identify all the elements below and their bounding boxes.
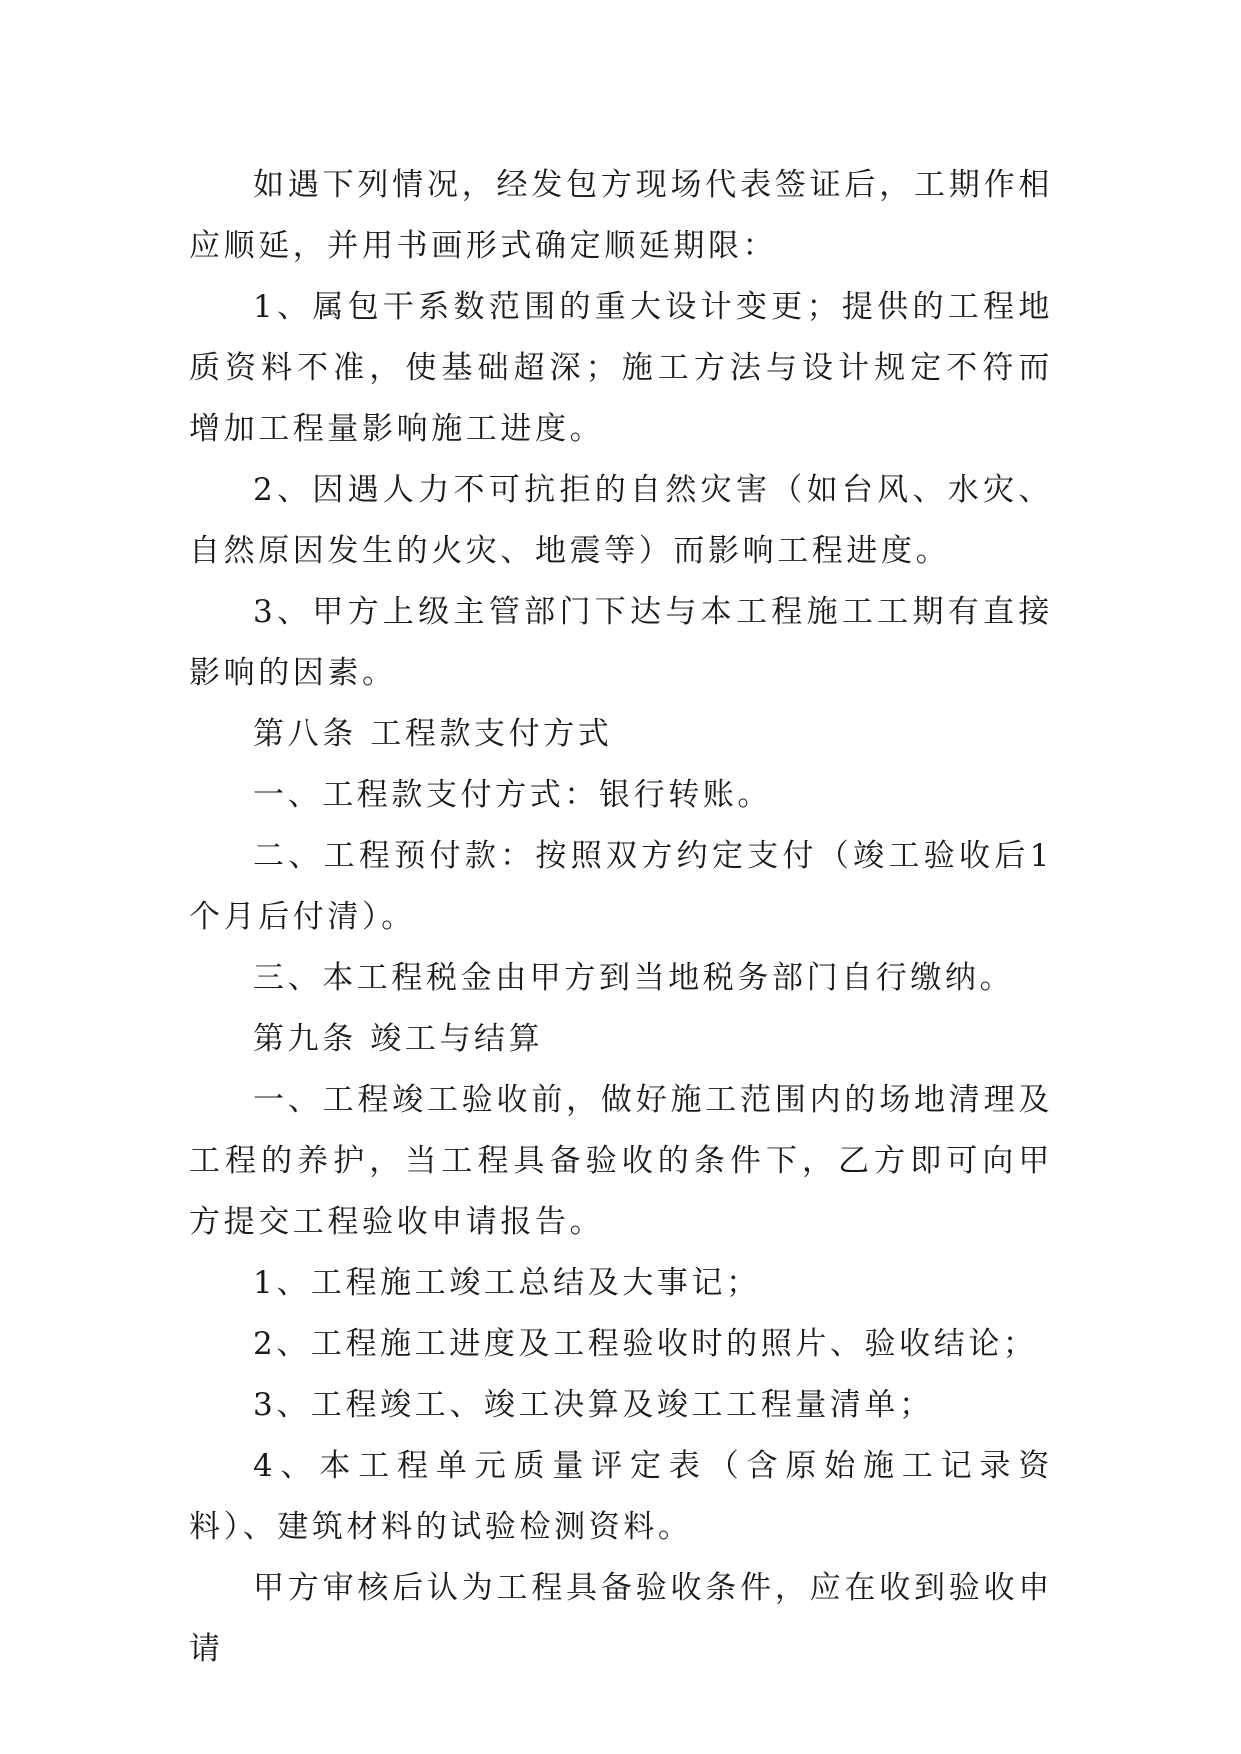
paragraph-tax: 三、本工程税金由甲方到当地税务部门自行缴纳。 xyxy=(253,960,1015,996)
paragraph-list-item-2: 2、工程施工进度及工程验收时的照片、验收结论； xyxy=(253,1326,1038,1362)
document-page xyxy=(189,155,1053,1680)
paragraph-advance-payment: 二、工程预付款：按照双方约定支付（竣工验收后1个月后付清）。 xyxy=(189,838,1053,935)
paragraph-list-item-1: 1、工程施工竣工总结及大事记； xyxy=(253,1265,761,1301)
paragraph-payment-method: 一、工程款支付方式：银行转账。 xyxy=(253,777,772,813)
article-8-heading: 第八条 工程款支付方式 xyxy=(253,716,613,752)
paragraph-item-1-design-change: 1、属包干系数范围的重大设计变更；提供的工程地质资料不准，使基础超深；施工方法与设计规定不符而增加工程量影响施工进度。 xyxy=(189,289,1053,447)
paragraph-review-acceptance: 甲方审核后认为工程具备验收条件，应在收到验收申请 xyxy=(189,1570,1053,1667)
paragraph-item-3-authority-factors: 3、甲方上级主管部门下达与本工程施工工期有直接影响的因素。 xyxy=(189,594,1053,691)
paragraph-item-2-force-majeure: 2、因遇人力不可抗拒的自然灾害（如台风、水灾、自然原因发生的火灾、地震等）而影响工程进度。 xyxy=(189,472,1053,569)
paragraph-extension-conditions: 如遇下列情况，经发包方现场代表签证后，工期作相应顺延，并用书画形式确定顺延期限： xyxy=(189,167,1053,264)
paragraph-list-item-4: 4、本工程单元质量评定表（含原始施工记录资料）、建筑材料的试验检测资料。 xyxy=(189,1448,1053,1545)
article-9-heading: 第九条 竣工与结算 xyxy=(253,1021,544,1057)
paragraph-list-item-3: 3、工程竣工、竣工决算及竣工工程量清单； xyxy=(253,1387,934,1423)
paragraph-acceptance-preparation: 一、工程竣工验收前，做好施工范围内的场地清理及工程的养护，当工程具备验收的条件下，乙方即可向甲方提交工程验收申请报告。 xyxy=(189,1082,1053,1240)
